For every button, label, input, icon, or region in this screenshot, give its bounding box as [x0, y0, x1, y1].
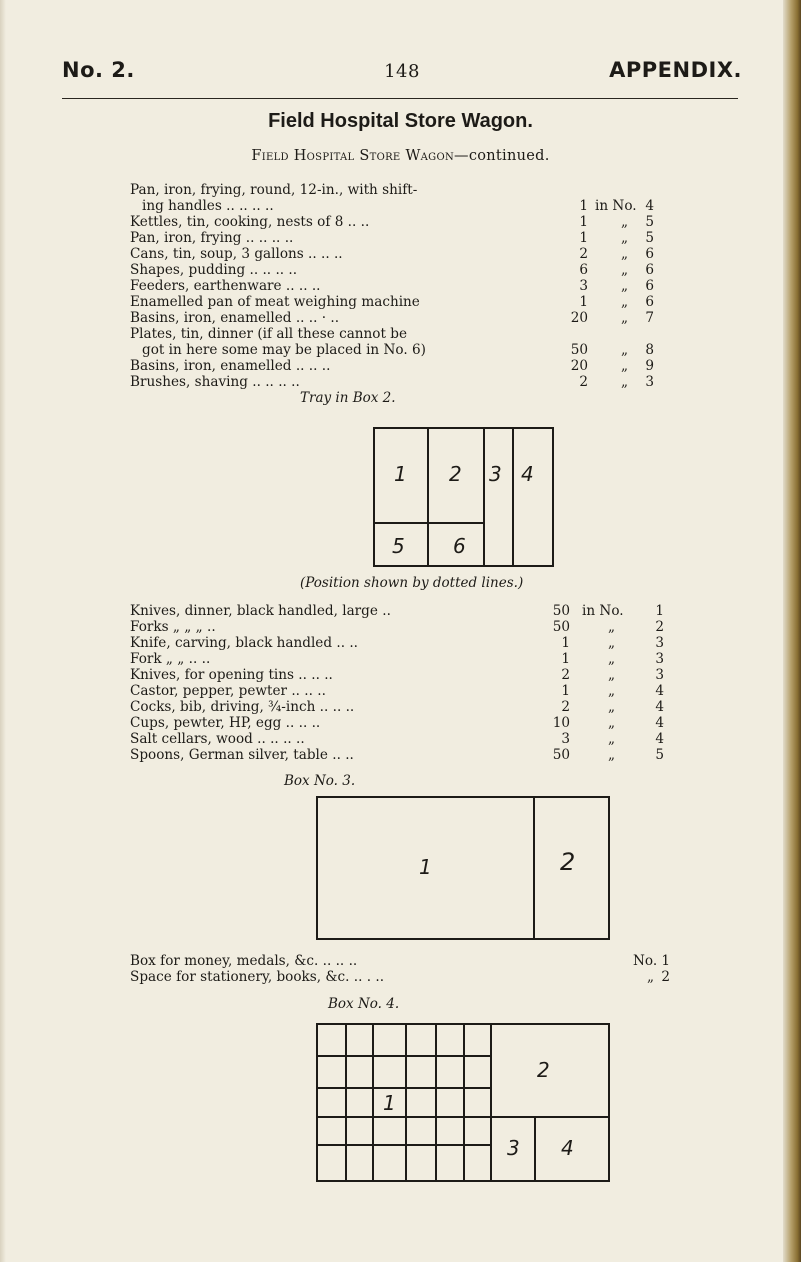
item-box-number: 5	[645, 230, 654, 246]
item-list-2	[130, 603, 664, 763]
item-label: got in here some may be placed in No. 6)	[142, 342, 426, 358]
item-label: Forks „ „ „ ..	[130, 619, 216, 635]
tray-border-left	[373, 427, 375, 567]
item-label: Cocks, bib, driving, ¾-inch .. .. ..	[130, 699, 355, 715]
box4-hline-4	[316, 1144, 491, 1146]
item-box-prefix: in No.	[595, 198, 637, 214]
item-box-number: 4	[645, 198, 654, 214]
item-quantity: 1	[579, 294, 588, 310]
box4-hline-1	[316, 1055, 491, 1057]
box3-border-left	[316, 796, 318, 940]
tray-border-bottom	[373, 565, 554, 567]
item-label: Basins, iron, enamelled .. .. ..	[130, 358, 331, 374]
list-item	[130, 683, 664, 699]
item-label: Enamelled pan of meat weighing machine	[130, 294, 420, 310]
item-box-number: 4	[655, 715, 664, 731]
tray-label-3: 3	[489, 462, 502, 486]
item-label: Knife, carving, black handled .. ..	[130, 635, 358, 651]
box3-caption: Box No. 3.	[284, 773, 356, 789]
item-label: Salt cellars, wood .. .. .. ..	[130, 731, 305, 747]
list-item	[130, 667, 664, 683]
list-item	[130, 953, 670, 969]
list-item	[130, 603, 664, 619]
box4-vline-1	[345, 1023, 347, 1182]
item-label: Spoons, German silver, table .. ..	[130, 747, 354, 763]
tray-label-2: 2	[449, 462, 462, 486]
box3-border-top	[316, 796, 610, 798]
item-list-1	[130, 182, 660, 390]
list-item	[130, 278, 660, 294]
list-item	[130, 747, 664, 763]
item-box-number: 3	[655, 651, 664, 667]
box3-label-2: 2	[560, 848, 576, 876]
item-box-prefix: „	[621, 230, 629, 246]
tray-note: (Position shown by dotted lines.)	[300, 575, 524, 591]
item-box-prefix: „	[608, 699, 616, 715]
item-box-number: 3	[645, 374, 654, 390]
list-item	[130, 198, 660, 214]
list-item	[130, 374, 660, 390]
item-box-number: 4	[655, 731, 664, 747]
section-subtitle	[0, 148, 801, 164]
box4-label-4: 4	[561, 1136, 574, 1160]
item-quantity: 2	[561, 667, 570, 683]
item-box-number: 2	[661, 969, 670, 985]
item-quantity: 1	[579, 230, 588, 246]
tray-divider-3	[512, 427, 514, 567]
list-item	[130, 326, 660, 342]
item-quantity: 20	[570, 310, 588, 326]
item-box-prefix: „	[621, 246, 629, 262]
box4-hline-2	[316, 1087, 491, 1089]
item-quantity: 50	[552, 747, 570, 763]
item-quantity: 1	[561, 683, 570, 699]
subtitle-rest: —continued.	[454, 148, 550, 164]
item-box-number: 5	[645, 214, 654, 230]
box4-hline-3	[316, 1116, 610, 1118]
item-label: Pan, iron, frying, round, 12-in., with shift-	[130, 182, 418, 198]
list-item	[130, 342, 660, 358]
box4-vline-4	[435, 1023, 437, 1182]
item-box-prefix: No.	[633, 953, 658, 969]
item-label: Kettles, tin, cooking, nests of 8 .. ..	[130, 214, 370, 230]
tray-label-6: 6	[453, 534, 466, 558]
header-rule	[62, 98, 738, 99]
item-box-prefix: „	[621, 294, 629, 310]
list-item	[130, 635, 664, 651]
item-label: Shapes, pudding .. .. .. ..	[130, 262, 298, 278]
item-label: Box for money, medals, &c. .. .. ..	[130, 953, 358, 969]
item-label: ing handles .. .. .. ..	[142, 198, 274, 214]
box4-vline-2	[372, 1023, 374, 1182]
list-item	[130, 969, 670, 985]
item-box-prefix: „	[608, 731, 616, 747]
tray-border-right	[552, 427, 554, 567]
item-box-prefix: „	[608, 715, 616, 731]
item-box-prefix: „	[621, 214, 629, 230]
item-box-prefix: „	[621, 278, 629, 294]
item-box-number: 6	[645, 246, 654, 262]
item-box-prefix: „	[608, 651, 616, 667]
box4-vline-7	[534, 1116, 536, 1182]
page-number: 148	[384, 61, 420, 82]
item-label: Cups, pewter, HP, egg .. .. ..	[130, 715, 321, 731]
item-box-prefix: in No.	[582, 603, 624, 619]
item-quantity: 50	[570, 342, 588, 358]
list-item	[130, 182, 660, 198]
item-box-prefix: „	[647, 969, 655, 985]
box3-divider	[533, 796, 535, 940]
tray-divider-2	[483, 427, 485, 567]
box4-vline-6	[490, 1023, 492, 1182]
item-quantity: 1	[579, 198, 588, 214]
item-quantity: 50	[552, 619, 570, 635]
box4-vline-3	[405, 1023, 407, 1182]
item-box-number: 1	[655, 603, 664, 619]
item-box-prefix: „	[608, 635, 616, 651]
item-box-prefix: „	[621, 262, 629, 278]
item-box-number: 4	[655, 683, 664, 699]
list-item	[130, 358, 660, 374]
item-quantity: 2	[561, 699, 570, 715]
item-list-3	[130, 953, 670, 985]
list-item	[130, 310, 660, 326]
item-label: Basins, iron, enamelled .. .. · ..	[130, 310, 340, 326]
item-box-prefix: „	[608, 667, 616, 683]
box4-label-3: 3	[507, 1136, 520, 1160]
item-quantity: 2	[579, 374, 588, 390]
item-box-prefix: „	[621, 342, 629, 358]
tray-label-5: 5	[392, 534, 405, 558]
item-label: Plates, tin, dinner (if all these cannot be	[130, 326, 408, 342]
list-item	[130, 246, 660, 262]
item-box-prefix: „	[621, 374, 629, 390]
item-box-number: 8	[645, 342, 654, 358]
tray-border-top	[373, 427, 554, 429]
item-quantity: 1	[561, 635, 570, 651]
item-box-prefix: „	[608, 747, 616, 763]
item-box-prefix: „	[608, 683, 616, 699]
tray-divider-h	[373, 522, 484, 524]
tray-divider-1	[427, 427, 429, 567]
box4-label-1: 1	[383, 1091, 396, 1115]
item-quantity: 6	[579, 262, 588, 278]
item-quantity: 20	[570, 358, 588, 374]
item-box-number: 6	[645, 262, 654, 278]
item-box-number: 5	[655, 747, 664, 763]
box3-label-1: 1	[419, 855, 432, 879]
box4-caption: Box No. 4.	[328, 996, 400, 1012]
item-box-number: 6	[645, 294, 654, 310]
item-label: Brushes, shaving .. .. .. ..	[130, 374, 300, 390]
item-box-number: 1	[661, 953, 670, 969]
item-box-prefix: „	[621, 358, 629, 374]
item-box-number: 4	[655, 699, 664, 715]
item-box-number: 3	[655, 667, 664, 683]
item-quantity: 2	[579, 246, 588, 262]
item-box-number: 2	[655, 619, 664, 635]
item-box-prefix: „	[608, 619, 616, 635]
list-item	[130, 699, 664, 715]
item-label: Fork „ „ .. ..	[130, 651, 211, 667]
tray-caption: Tray in Box 2.	[300, 390, 396, 406]
list-item	[130, 230, 660, 246]
tray-label-1: 1	[394, 462, 407, 486]
box4-vline-5	[463, 1023, 465, 1182]
item-box-number: 3	[655, 635, 664, 651]
appendix-label: APPENDIX.	[609, 58, 742, 82]
list-item	[130, 715, 664, 731]
item-label: Castor, pepper, pewter .. .. ..	[130, 683, 326, 699]
list-item	[130, 651, 664, 667]
list-item	[130, 262, 660, 278]
item-label: Knives, dinner, black handled, large ..	[130, 603, 391, 619]
item-quantity: 1	[579, 214, 588, 230]
subtitle-main: Field Hospital Store Wagon	[251, 148, 455, 164]
item-quantity: 1	[561, 651, 570, 667]
page-left-edge	[0, 0, 6, 1262]
list-item	[130, 214, 660, 230]
item-label: Feeders, earthenware .. .. ..	[130, 278, 321, 294]
list-item	[130, 731, 664, 747]
box3-border-bottom	[316, 938, 610, 940]
page-header	[62, 58, 742, 88]
item-label: Knives, for opening tins .. .. ..	[130, 667, 333, 683]
item-label: Space for stationery, books, &c. .. . ..	[130, 969, 385, 985]
item-quantity: 3	[561, 731, 570, 747]
box4-border-right	[608, 1023, 610, 1182]
item-quantity: 10	[552, 715, 570, 731]
item-box-number: 7	[645, 310, 654, 326]
item-box-number: 9	[645, 358, 654, 374]
list-item	[130, 619, 664, 635]
box4-label-2: 2	[537, 1058, 550, 1082]
page-right-edge	[783, 0, 801, 1262]
item-box-prefix: „	[621, 310, 629, 326]
tray-label-4: 4	[521, 462, 534, 486]
item-label: Pan, iron, frying .. .. .. ..	[130, 230, 294, 246]
box4-border-left	[316, 1023, 318, 1182]
item-box-number: 6	[645, 278, 654, 294]
item-quantity: 3	[579, 278, 588, 294]
item-quantity: 50	[552, 603, 570, 619]
section-number: No. 2.	[62, 58, 135, 82]
item-label: Cans, tin, soup, 3 gallons .. .. ..	[130, 246, 343, 262]
page-title: Field Hospital Store Wagon.	[268, 110, 533, 132]
list-item	[130, 294, 660, 310]
box3-border-right	[608, 796, 610, 940]
